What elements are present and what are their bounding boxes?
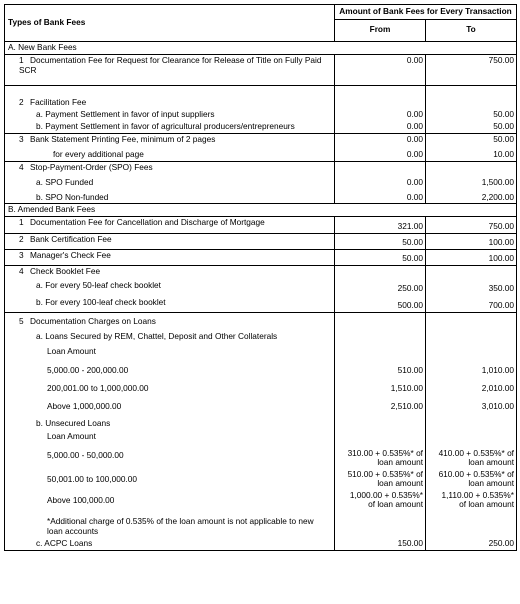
to-line: 1,110.00 + 0.535%* — [441, 489, 514, 500]
from-line: 310.00 + 0.535%* of — [347, 447, 423, 458]
table-row — [5, 295, 517, 312]
header-from: From — [335, 19, 426, 41]
table-row — [5, 54, 517, 85]
loan-amount-label: Loan Amount — [5, 430, 335, 443]
from-cell: 0.00 — [335, 174, 426, 189]
from-cell: 0.00 — [335, 133, 426, 145]
from-line: of loan amount — [368, 499, 423, 510]
item-label: a. SPO Funded — [5, 174, 335, 189]
item-number: 4 — [19, 266, 24, 277]
table-row — [5, 85, 517, 108]
to-cell: 100.00 — [426, 250, 517, 266]
loan-range-label: Above 1,000,000.00 — [5, 395, 335, 413]
to-cell: 1,500.00 — [426, 174, 517, 189]
item-label: Bank Statement Printing Fee, minimum of 2 pages — [30, 133, 216, 144]
item-label: b. For every 100-leaf check booklet — [5, 295, 335, 312]
header-types: Types of Bank Fees — [5, 5, 335, 42]
table-row — [5, 234, 517, 250]
item-label: b. SPO Non-funded — [5, 189, 335, 204]
to-cell: 3,010.00 — [426, 395, 517, 413]
from-line: loan amount — [377, 457, 423, 468]
table-row — [5, 189, 517, 204]
item-label: Check Booklet Fee — [30, 266, 101, 277]
to-cell: 50.00 — [426, 133, 517, 145]
item-label: Documentation Fee for Cancellation and Discharge of Mortgage — [30, 217, 265, 228]
to-cell: 350.00 — [426, 278, 517, 295]
loan-range-label: 5,000.00 - 50,000.00 — [5, 443, 335, 469]
item-number: 3 — [19, 250, 24, 261]
from-cell: 0.00 — [335, 146, 426, 161]
loan-range-label: Above 100,000.00 — [5, 490, 335, 511]
item-label: b. Unsecured Loans — [5, 413, 335, 430]
from-cell: 321.00 — [335, 217, 426, 234]
from-cell: 0.00 — [335, 189, 426, 204]
loan-range-label: 50,001.00 to 100,000.00 — [5, 469, 335, 490]
table-row — [5, 146, 517, 161]
header-amount: Amount of Bank Fees for Every Transaction — [335, 5, 517, 20]
loan-range-label: 5,000.00 - 200,000.00 — [5, 358, 335, 377]
item-number: 2 — [19, 96, 24, 107]
from-cell: 2,510.00 — [335, 395, 426, 413]
table-row — [5, 109, 517, 121]
item-number: 1 — [19, 217, 24, 228]
table-row — [5, 430, 517, 443]
to-cell: 10.00 — [426, 146, 517, 161]
table-row — [5, 217, 517, 234]
to-cell: 250.00 — [426, 538, 517, 550]
table-row — [5, 377, 517, 395]
section-a-row — [5, 41, 517, 54]
from-cell: 150.00 — [335, 538, 426, 550]
section-a-title: A. New Bank Fees — [5, 41, 517, 54]
to-cell: 50.00 — [426, 109, 517, 121]
to-line: loan amount — [468, 457, 514, 468]
from-cell: 0.00 — [335, 121, 426, 133]
item-label: a. Payment Settlement in favor of input suppliers — [5, 109, 335, 121]
item-label: Manager's Check Fee — [30, 250, 111, 261]
loan-amount-label: Loan Amount — [5, 343, 335, 358]
table-row — [5, 490, 517, 511]
to-cell: 2,200.00 — [426, 189, 517, 204]
table-row — [5, 313, 517, 328]
item-number: 3 — [19, 133, 24, 144]
section-b-title: B. Amended Bank Fees — [5, 204, 517, 217]
from-cell — [335, 443, 426, 469]
table-row — [5, 133, 517, 145]
item-label: Documentation Fee for Request for Clearance for Release of Title on Fully Paid SCR — [19, 54, 322, 75]
to-cell — [426, 490, 517, 511]
table-row — [5, 266, 517, 278]
to-line: of loan amount — [459, 499, 514, 510]
to-cell: 50.00 — [426, 121, 517, 133]
table-row — [5, 395, 517, 413]
to-cell: 750.00 — [426, 217, 517, 234]
from-cell: 50.00 — [335, 250, 426, 266]
to-cell: 750.00 — [426, 54, 517, 85]
to-cell: 2,010.00 — [426, 377, 517, 395]
from-line: 510.00 + 0.535%* of — [347, 468, 423, 479]
item-label: Stop-Payment-Order (SPO) Fees — [30, 161, 153, 172]
to-cell: 700.00 — [426, 295, 517, 312]
to-line: loan amount — [468, 478, 514, 489]
table-row — [5, 250, 517, 266]
to-cell — [426, 469, 517, 490]
to-cell: 1,010.00 — [426, 358, 517, 377]
to-cell: 100.00 — [426, 234, 517, 250]
table-row — [5, 278, 517, 295]
from-cell: 500.00 — [335, 295, 426, 312]
item-label: Facilitation Fee — [30, 96, 87, 107]
to-cell — [426, 443, 517, 469]
from-cell — [335, 490, 426, 511]
item-label: a. For every 50-leaf check booklet — [5, 278, 335, 295]
section-b-row — [5, 204, 517, 217]
from-cell — [335, 469, 426, 490]
item-label: c. ACPC Loans — [5, 538, 335, 550]
to-line: 410.00 + 0.535%* of — [438, 447, 514, 458]
bank-fees-table — [4, 4, 517, 551]
table-row — [5, 511, 517, 538]
to-line: 610.00 + 0.535%* of — [438, 468, 514, 479]
table-row — [5, 469, 517, 490]
loan-range-label: 200,001.00 to 1,000,000.00 — [5, 377, 335, 395]
item-label: Documentation Charges on Loans — [30, 316, 156, 327]
item-label: Bank Certification Fee — [30, 234, 112, 245]
table-row — [5, 413, 517, 430]
from-cell: 0.00 — [335, 54, 426, 85]
table-row — [5, 443, 517, 469]
table-row — [5, 538, 517, 550]
table-row — [5, 174, 517, 189]
from-cell: 50.00 — [335, 234, 426, 250]
header-to: To — [426, 19, 517, 41]
from-cell: 250.00 — [335, 278, 426, 295]
from-cell: 1,510.00 — [335, 377, 426, 395]
item-number: 5 — [19, 316, 24, 327]
table-row — [5, 343, 517, 358]
footnote: *Additional charge of 0.535% of the loan amount is not applicable to new loan accounts — [5, 511, 335, 538]
item-label: a. Loans Secured by REM, Chattel, Deposit and Other Collaterals — [5, 328, 335, 343]
table-row — [5, 121, 517, 133]
table-row — [5, 328, 517, 343]
header-row — [5, 5, 517, 20]
item-number: 4 — [19, 161, 24, 172]
item-label: for every additional page — [5, 146, 335, 161]
from-line: 1,000.00 + 0.535%* — [349, 489, 423, 500]
table-row — [5, 161, 517, 173]
item-number: 2 — [19, 234, 24, 245]
from-cell: 510.00 — [335, 358, 426, 377]
from-line: loan amount — [377, 478, 423, 489]
from-cell: 0.00 — [335, 109, 426, 121]
item-number: 1 — [19, 54, 24, 65]
item-label: b. Payment Settlement in favor of agricultural producers/entrepreneurs — [5, 121, 335, 133]
table-row — [5, 358, 517, 377]
